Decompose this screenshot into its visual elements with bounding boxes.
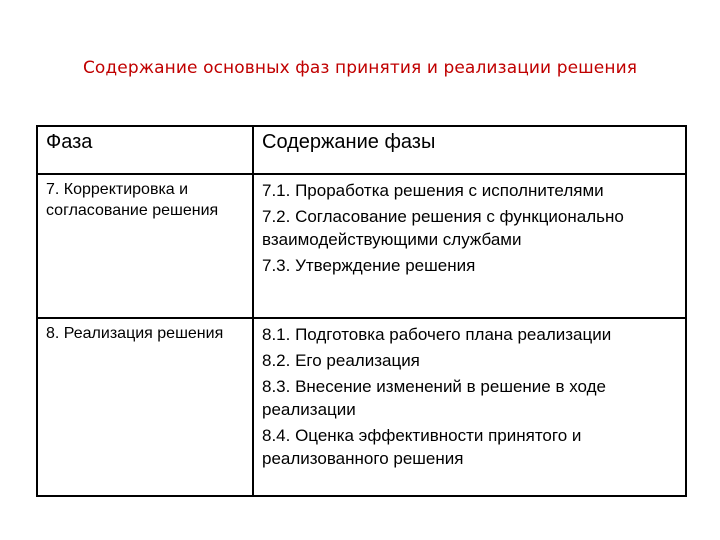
content-item: 8.1. Подготовка рабочего плана реализации — [262, 325, 612, 344]
content-item: 8.3. Внесение изменений в решение в ходе реализации — [262, 377, 606, 419]
page-title: Содержание основных фаз принятия и реализации решения — [82, 58, 638, 78]
table-header-row — [37, 126, 686, 174]
header-content: Содержание фазы — [253, 126, 686, 174]
phase-content-table — [36, 125, 687, 497]
content-cell — [253, 174, 686, 318]
content-cell — [253, 318, 686, 496]
phase-cell: 8. Реализация решения — [37, 318, 253, 496]
content-item: 7.3. Утверждение решения — [262, 256, 476, 275]
content-item: 7.2. Согласование решения с функционально взаимодействующими службами — [262, 207, 624, 249]
content-item: 8.2. Его реализация — [262, 351, 420, 370]
header-phase: Фаза — [37, 126, 253, 174]
table-row — [37, 174, 686, 318]
phase-cell: 7. Корректировка и согласование решения — [37, 174, 253, 318]
content-item: 7.1. Проработка решения с исполнителями — [262, 181, 604, 200]
content-item: 8.4. Оценка эффективности принятого и реализованного решения — [262, 426, 582, 468]
table-row — [37, 318, 686, 496]
